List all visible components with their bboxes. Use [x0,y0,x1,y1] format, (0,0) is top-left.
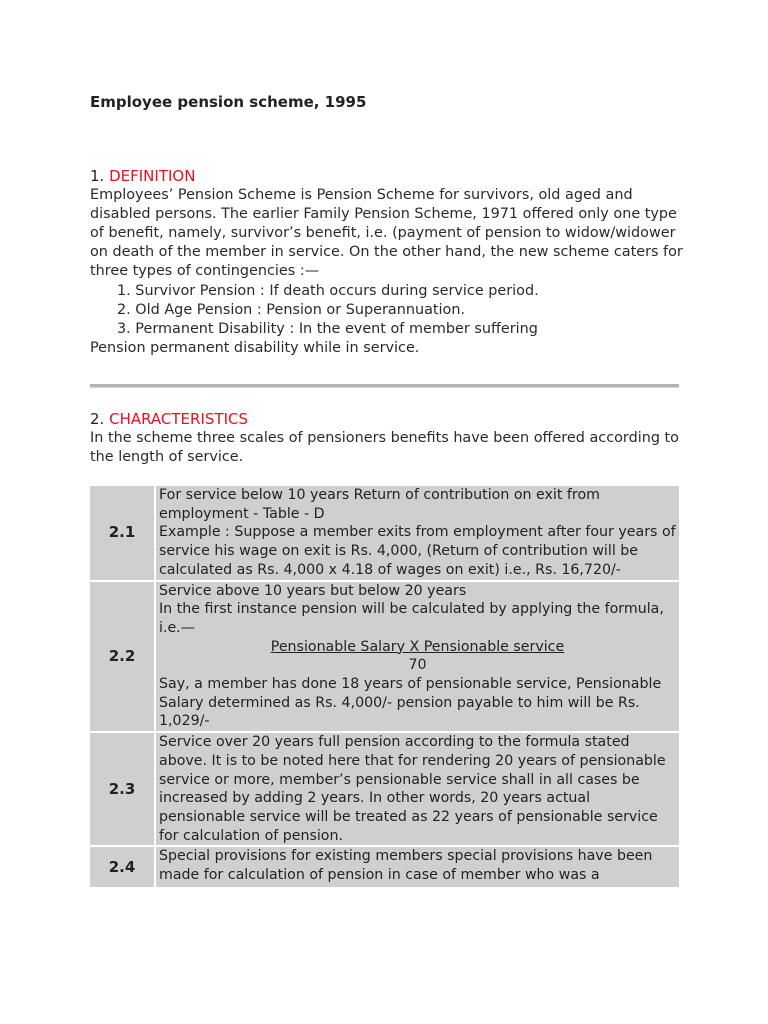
characteristics-table [88,484,681,889]
section-2-label: CHARACTERISTICS [109,410,248,428]
section-2-number: 2. [90,410,105,428]
table-row [90,486,679,580]
formula-denominator: 70 [408,657,427,674]
section-1-number: 1. [90,167,105,185]
table-row [90,847,679,887]
row-text: Special provisions for existing members special provisions have been made for calculation of pension in case of member who was a [159,848,653,884]
pension-formula [159,638,676,675]
row-content [156,847,679,887]
document-title: Employee pension scheme, 1995 [90,93,367,111]
section-2-heading [90,410,248,428]
formula-numerator: Pensionable Salary X Pensionable service [270,638,565,655]
row-number: 2.4 [90,847,154,887]
row-text: Example : Suppose a member exits from employment after four years of service his wage on exit is Rs. 4,000, (Return of contribution will be calculated as Rs. 4,000 x 4.18 of wages on exit) i.e., Rs. 16,720/- [159,524,676,578]
definition-closing: Pension permanent disability while in service. [90,340,420,356]
row-text: Service over 20 years full pension according to the formula stated above. It is to be noted here that for rendering 20 years of pensionable service or more, member’s pensionable service shall in all cases be increased by adding 2 years. In other words, 20 years actual pensionable service will be treated as 22 years of pensionable service for calculation of pension. [159,734,666,844]
row-content [156,733,679,845]
table-row [90,582,679,732]
list-item: 1. Survivor Pension : If death occurs during service period. [117,283,539,299]
contingency-list [117,282,539,339]
row-text: Service above 10 years but below 20 years [159,582,467,599]
row-text: For service below 10 years Return of contribution on exit from employment - Table - D [159,487,600,522]
row-number: 2.3 [90,733,154,845]
table-row [90,733,679,845]
row-number: 2.1 [90,486,154,580]
row-number: 2.2 [90,582,154,732]
list-item: 2. Old Age Pension : Pension or Superannuation. [117,302,466,318]
definition-paragraph: Employees’ Pension Scheme is Pension Scheme for survivors, old aged and disabled persons. The earlier Family Pension Scheme, 1971 offered only one type of benefit, namely, survivor’s benefit, i.e. (payment of pension to widow/widower on death of the member in service. On the other hand, the new scheme caters for three types of contingencies :— [90,187,683,279]
list-item: 3. Permanent Disability : In the event of member suffering [117,321,538,337]
row-content [156,582,679,732]
row-text: Say, a member has done 18 years of pensionable service, Pensionable Salary determined as Rs. 4,000/- pension payable to him will be Rs. 1,029/- [159,676,662,730]
section-divider [90,384,679,388]
row-text: In the first instance pension will be calculated by applying the formula, i.e.— [159,601,664,636]
section-1-heading [90,167,195,185]
section-1-label: DEFINITION [109,167,196,185]
row-content [156,486,679,580]
characteristics-paragraph: In the scheme three scales of pensioners benefits have been offered according to the length of service. [90,430,679,465]
